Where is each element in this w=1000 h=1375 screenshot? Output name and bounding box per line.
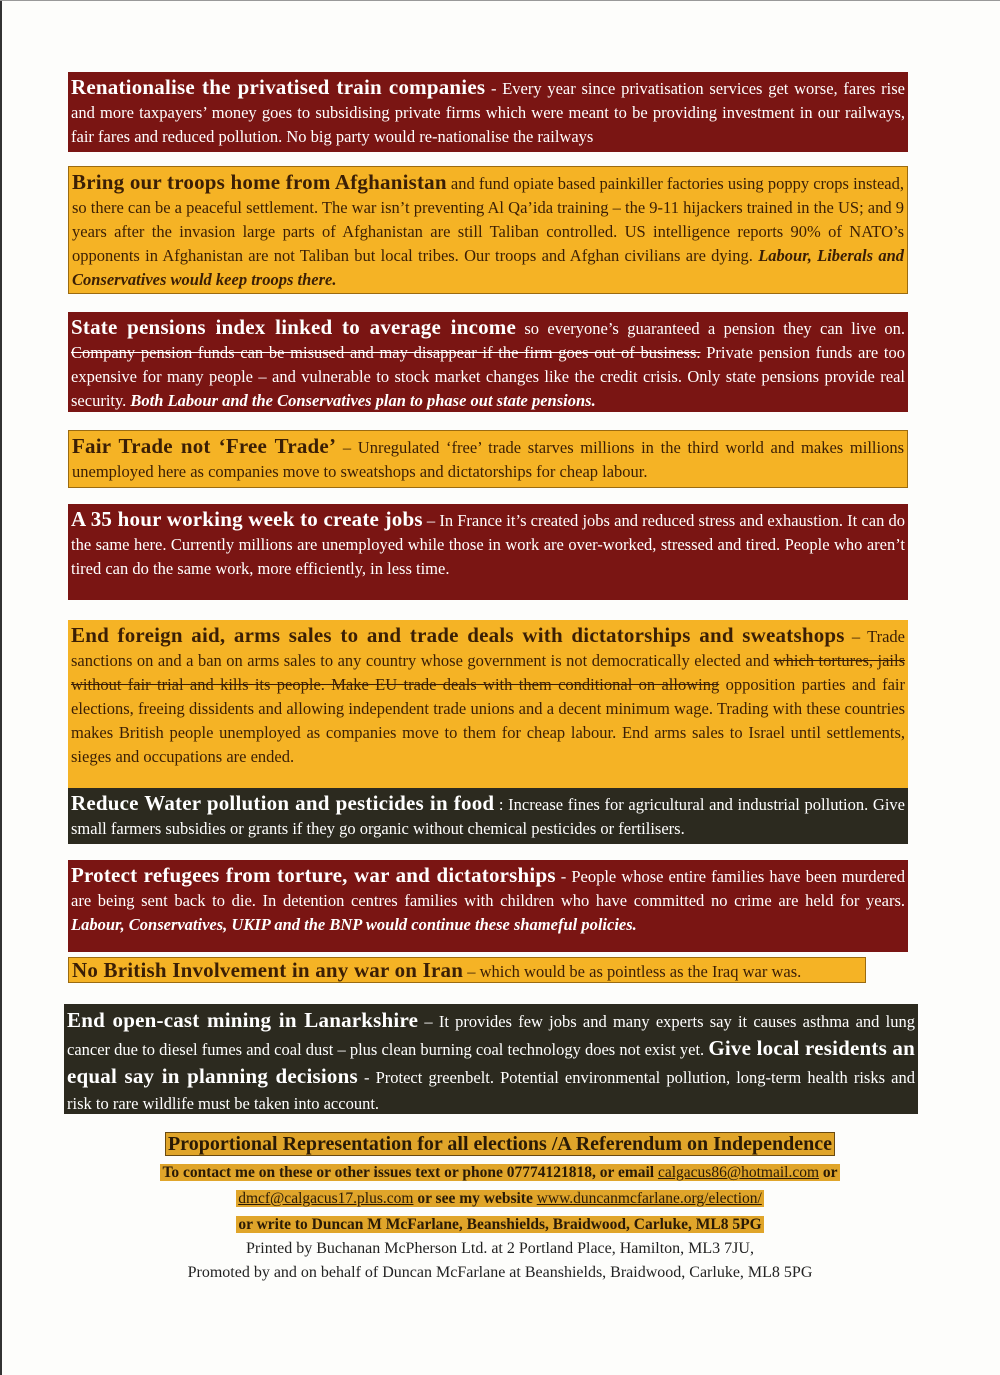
- section-heading: State pensions index linked to average income: [71, 315, 517, 339]
- section-pensions: [68, 312, 908, 412]
- section-body: so everyone’s guaranteed a pension they can live on.: [516, 319, 905, 338]
- page-top-edge: [0, 0, 1000, 1]
- section-water: [68, 788, 908, 844]
- promoted-by: Promoted by and on behalf of Duncan McFarlane at Beanshields, Braidwood, Carluke, ML8 5PG: [187, 1264, 813, 1281]
- section-struck-text: which tortures, jails without fair trial and kills its people. Make EU trade deals with them conditional on allowing: [71, 651, 905, 694]
- contact-or: or: [819, 1164, 838, 1181]
- section-body-2: - Protect greenbelt. Potential environmental pollution, long-term health risks and risk to rare wildlife must be taken into account.: [67, 1068, 915, 1113]
- section-body: - People whose entire families have been murdered are being sent back to die. In detention centres families with children who have committed no crime are held for years.: [71, 867, 905, 910]
- postal-address: or write to Duncan M McFarlane, Beanshields, Braidwood, Carluke, ML8 5PG: [238, 1216, 762, 1233]
- section-heading: Reduce Water pollution and pesticides in food: [71, 791, 495, 815]
- contact-line-2: [0, 1190, 1000, 1208]
- section-heading: Protect refugees from torture, war and dictatorships: [71, 863, 556, 887]
- section-body: - Every year since privatisation services get worse, fares rise and more taxpayers’ money goes to subsidising private firms which were meant to be providing investment in our railways, fair fares and reduced pollution. No big party would re-nationalise the railways: [71, 79, 905, 146]
- section-troops: [68, 166, 908, 294]
- section-body-2: Private pension funds are too expensive for many people – and vulnerable to stock market changes like the credit crisis. Only state pensions provide real security.: [71, 343, 905, 410]
- section-heading: Bring our troops home from Afghanistan: [72, 170, 447, 194]
- section-heading: No British Involvement in any war on Iran: [72, 958, 464, 982]
- section-body: – In France it’s created jobs and reduced stress and exhaustion. It can do the same here. Currently millions are unemployed while those in work are over-worked, stressed and tired. People who aren’t tired can do the same work, more efficiently, in less time.: [71, 511, 905, 578]
- section-mining: [64, 1004, 918, 1114]
- section-body: – Unregulated ‘free’ trade starves millions in the third world and makes millions unemployed here as companies move to sweatshops and dictatorships for cheap labour.: [72, 438, 904, 481]
- contact-intro: To contact me on these or other issues text or phone 07774121818, or email: [162, 1164, 658, 1181]
- section-heading: A 35 hour working week to create jobs: [71, 507, 423, 531]
- printed-by: Printed by Buchanan McPherson Ltd. at 2 Portland Place, Hamilton, ML3 7JU,: [246, 1240, 754, 1257]
- section-foreign-aid: [68, 620, 908, 788]
- email-link-2[interactable]: dmcf@calgacus17.plus.com: [238, 1190, 414, 1207]
- section-working-week: [68, 504, 908, 600]
- section-heading: End open-cast mining in Lanarkshire: [67, 1008, 419, 1032]
- section-heading: End foreign aid, arms sales to and trade deals with dictatorships and sweatshops: [71, 623, 845, 647]
- section-refugees: [68, 860, 908, 952]
- section-struck-text: Company pension funds can be misused and may disappear if the firm goes out of business.: [71, 343, 701, 362]
- section-iran: [68, 957, 866, 983]
- section-body: and fund opiate based painkiller factories using poppy crops instead, so there can be a peaceful settlement. The war isn’t preventing Al Qa’ida training – the 9-11 hijackers trained in the US; and 9 years after the invasion large parts of Afghanistan are still Taliban controlled. US intelligence reports 90% of NATO’s opponents in Afghanistan are not Taliban but local tribes. Our troops and Afghan civilians are dying.: [72, 174, 904, 265]
- section-emphasis: Labour, Liberals and Conservatives would keep troops there.: [72, 246, 904, 289]
- contact-line-3: [0, 1216, 1000, 1234]
- section-heading: Fair Trade not ‘Free Trade’: [72, 434, 337, 458]
- contact-text: [160, 1164, 839, 1181]
- section-body: – It provides few jobs and many experts say it causes asthma and lung cancer due to diesel fumes and coal dust – plus clean burning coal technology does not exist yet.: [67, 1012, 915, 1059]
- pr-banner: Proportional Representation for all elections /A Referendum on Independence: [165, 1132, 835, 1156]
- section-body: – which would be as pointless as the Iraq war was.: [463, 962, 802, 981]
- section-heading-2: Give local residents an equal say in planning decisions: [67, 1036, 915, 1088]
- section-body: – Trade sanctions on and a ban on arms sales to any country whose government is not democratically elected and: [71, 627, 906, 670]
- contact-text-2: [236, 1190, 764, 1207]
- section-fairtrade: [68, 430, 908, 488]
- pr-banner-line: [0, 1133, 1000, 1156]
- section-body-2: opposition parties and fair elections, freeing dissidents and allowing independent trade unions and a decent minimum wage. Trading with these countries makes British people unemployed as companies move to them for cheap labour. End arms sales to Israel until settlements, sieges and occupations are ended.: [71, 675, 905, 766]
- website-link[interactable]: www.duncanmcfarlane.org/election/: [536, 1190, 762, 1207]
- section-rail: [68, 72, 908, 152]
- section-body: : Increase fines for agricultural and industrial pollution. Give small farmers subsidies or grants if they go organic without chemical pesticides or fertilisers.: [71, 795, 905, 838]
- contact-see: or see my website: [413, 1190, 537, 1207]
- contact-line-1: [0, 1164, 1000, 1182]
- email-link-1[interactable]: calgacus86@hotmail.com: [657, 1164, 820, 1181]
- section-emphasis: Both Labour and the Conservatives plan to phase out state pensions.: [130, 391, 596, 410]
- section-heading: Renationalise the privatised train companies: [71, 75, 486, 99]
- section-emphasis: Labour, Conservatives, UKIP and the BNP would continue these shameful policies.: [71, 915, 637, 934]
